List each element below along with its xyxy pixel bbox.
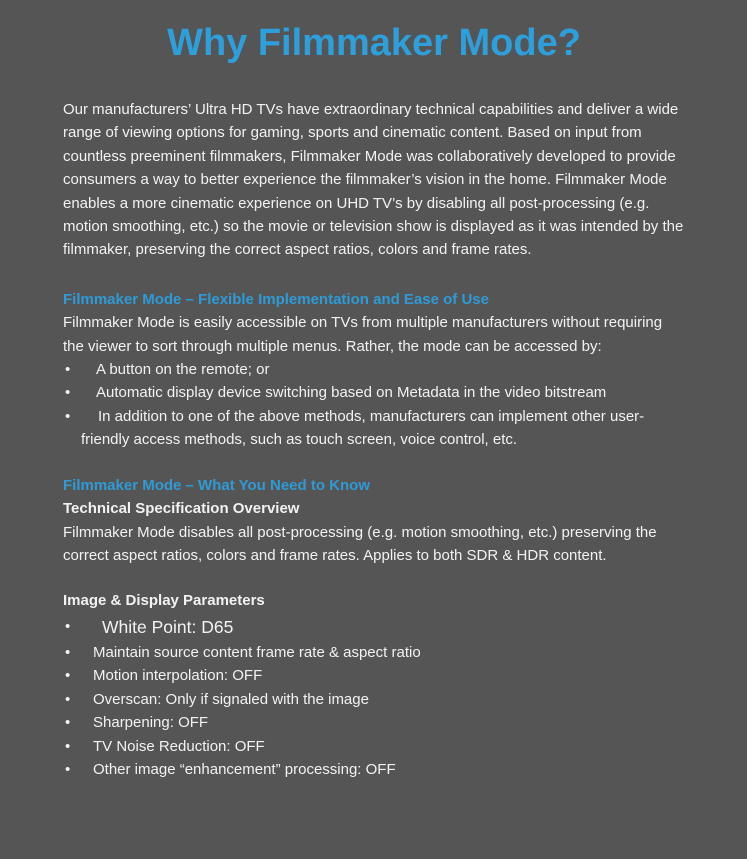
list-item — [63, 735, 685, 759]
list-item-text: TV Noise Reduction: OFF — [93, 737, 265, 755]
list-item — [63, 758, 685, 782]
list-item-text: In addition to one of the above methods, manufacturers can implement other user-friendly access methods, such as touch screen, voice control, etc. — [81, 407, 645, 449]
bullet-icon: • — [65, 761, 71, 779]
list-item — [63, 688, 685, 712]
image-display-parameters-list — [63, 613, 685, 782]
technical-specification-overview-heading: Technical Specification Overview — [63, 500, 300, 518]
list-item-text: Maintain source content frame rate & aspect ratio — [93, 643, 421, 661]
section-heading-what-you-need-to-know: Filmmaker Mode – What You Need to Know — [63, 476, 370, 494]
bullet-icon: • — [65, 407, 71, 425]
bullet-icon: • — [65, 384, 71, 402]
list-item-text: Automatic display device switching based on Metadata in the video bitstream — [96, 384, 607, 402]
bullet-icon: • — [65, 617, 71, 635]
bullet-icon: • — [65, 737, 71, 755]
intro-paragraph: Our manufacturers’ Ultra HD TVs have extraordinary technical capabilities and deliver a wide range of viewing options for gaming, sports and cinematic content. Based on input from countless preeminent filmmakers, Filmmaker Mode was collaboratively developed to provide consumers a way to better experience the filmmaker’s vision in the home. Filmmaker Mode enables a more cinematic experience on UHD TV’s by disabling all post-processing (e.g. motion smoothing, etc.) so the movie or television show is displayed as it was intended by the filmmaker, preserving the correct aspect ratios, colors and frame rates. — [63, 101, 684, 259]
section-heading-flexible-implementation: Filmmaker Mode – Flexible Implementation and Ease of Use — [63, 290, 489, 308]
page-title: Why Filmmaker Mode? — [167, 22, 581, 64]
list-item — [63, 405, 685, 452]
list-item-text: Motion interpolation: OFF — [93, 667, 263, 685]
list-item — [63, 613, 685, 641]
image-display-parameters-heading: Image & Display Parameters — [63, 592, 265, 610]
list-item — [63, 711, 685, 735]
list-item-text: Sharpening: OFF — [93, 714, 209, 732]
list-item-text: Other image “enhancement” processing: OFF — [93, 761, 396, 779]
flexible-implementation-paragraph: Filmmaker Mode is easily accessible on TVs from multiple manufacturers without requiring the viewer to sort through multiple menus. Rather, the mode can be accessed by: — [63, 314, 663, 355]
bullet-icon: • — [65, 361, 71, 379]
bullet-icon: • — [65, 690, 71, 708]
bullet-icon: • — [65, 643, 71, 661]
bullet-icon: • — [65, 667, 71, 685]
access-methods-list — [63, 358, 685, 452]
list-item-text: White Point: D65 — [102, 616, 234, 637]
list-item-text: A button on the remote; or — [96, 361, 270, 379]
list-item-text: Overscan: Only if signaled with the image — [93, 690, 369, 708]
list-item — [63, 664, 685, 688]
technical-specification-paragraph: Filmmaker Mode disables all post-processing (e.g. motion smoothing, etc.) preserving the correct aspect ratios, colors and frame rates. Applies to both SDR & HDR content. — [63, 523, 657, 564]
bullet-icon: • — [65, 714, 71, 732]
list-item — [63, 381, 685, 404]
list-item — [63, 358, 685, 381]
list-item — [63, 641, 685, 665]
